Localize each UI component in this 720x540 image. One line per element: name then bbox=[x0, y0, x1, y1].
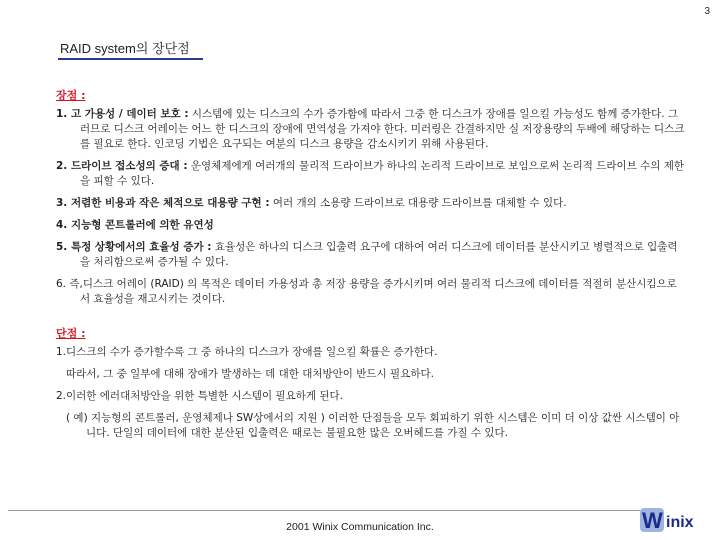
pros-item-lead: 4. 지능형 콘트롤러에 의한 유연성 bbox=[56, 219, 214, 231]
logo-inix: inix bbox=[666, 514, 694, 531]
footer-copyright: 2001 Winix Communication Inc. bbox=[286, 521, 434, 533]
pros-item-1 bbox=[56, 107, 686, 152]
pros-item-2 bbox=[56, 159, 686, 189]
slide-title: RAID system의 장단점 bbox=[60, 41, 190, 56]
pros-item-6: 6. 즉,디스크 어레이 (RAID) 의 목적은 데이터 가용성과 총 저장 용량을 증가시키며 여러 물리적 디스크에 데이터를 적절히 분산시킴으로서 효율성을 재고시키는 것이다. bbox=[56, 278, 677, 305]
pros-heading: 장점 : bbox=[56, 89, 86, 102]
cons-heading: 단점 : bbox=[56, 327, 86, 340]
pros-item-5 bbox=[56, 240, 686, 270]
slide-body bbox=[56, 88, 686, 448]
page-number: 3 bbox=[704, 6, 710, 17]
pros-item-lead: 1. 고 가용성 / 데이터 보호 : bbox=[56, 108, 189, 120]
cons-line-2: 따라서, 그 중 일부에 대해 장애가 발생하는 데 대한 대처방안이 반드시 필요하다. bbox=[66, 368, 434, 380]
logo-w: W bbox=[642, 508, 663, 533]
pros-item-lead: 5. 특정 상황에서의 효율성 증가 : bbox=[56, 241, 212, 253]
pros-item-text: 여러 개의 소용량 드라이브로 대용량 드라이브를 대체할 수 있다. bbox=[269, 197, 567, 209]
pros-item-lead: 2. 드라이브 접소성의 증대 : bbox=[56, 160, 188, 172]
pros-item-lead: 3. 저렴한 비용과 작은 체적으로 대용량 구현 : bbox=[56, 197, 270, 209]
title-underline bbox=[58, 58, 203, 60]
winix-logo bbox=[640, 506, 712, 534]
pros-item-3 bbox=[56, 196, 686, 211]
cons-line-4: ( 예) 지능형의 콘트롤러, 운영체제나 SW상에서의 지원 ) 이러한 단점들을 모두 회피하기 위한 시스템은 이미 더 이상 값싼 시스템이 아니다. 단일의 데이터에 대한 분산된 입출력은 때로는 불필요한 많은 오버헤드를 가질 수 있다. bbox=[66, 412, 680, 439]
pros-item-4 bbox=[56, 218, 686, 233]
cons-line-3: 2.이러한 에러대처방안을 위한 특별한 시스템이 필요하게 된다. bbox=[56, 390, 343, 402]
footer-divider bbox=[8, 510, 640, 511]
pros-item-text: 운영체제에게 여러개의 물리적 드라이브가 하나의 논리적 드라이브로 보임으로써 논리적 드라이브 수의 제한을 피할 수 있다. bbox=[80, 160, 685, 187]
pros-item-text: 효율성은 하나의 디스크 입출력 요구에 대하여 여러 디스크에 데이터를 분산시키고 병렬적으로 입출력을 처리함으로써 증가될 수 있다. bbox=[80, 241, 678, 268]
cons-line-1: 1.디스크의 수가 증가할수록 그 중 하나의 디스크가 장애를 일으킬 확률은 증가한다. bbox=[56, 346, 438, 358]
pros-item-text: 시스템에 있는 디스크의 수가 증가함에 따라서 그중 한 디스크가 장애를 일으킬 가능성도 함께 증가한다. 그러므로 디스크 어레이는 어느 한 디스크의 장애에 면역성을 가져야 한다. 미러링은 간결하지만 실 저장용량의 두배에 해당하는 디스크를 필요로 한다. 인코딩 기법은 요구되는 여분의 디스크 용량을 감소시키기 위해 사용된다. bbox=[80, 108, 685, 150]
